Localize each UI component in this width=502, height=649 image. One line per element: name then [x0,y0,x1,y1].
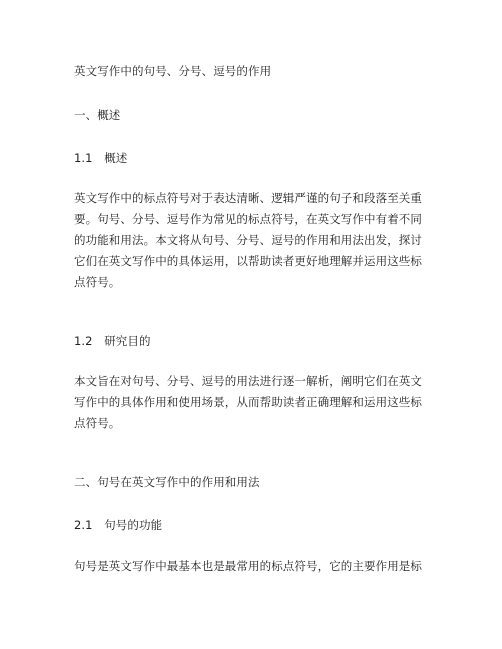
document-title: 英文写作中的句号、分号、逗号的作用 [74,64,272,78]
subsection-2-1-heading: 2.1 句号的功能 [74,518,163,532]
subsection-1-1-body: 英文写作中的标点符号对于表达清晰、逻辑严谨的句子和段落至关重要。句号、分号、逗号作为常见的标点符号，在英文写作中有着不同的功能和用法。本文将从句号、分号、逗号的作用和用法出发，探讨它们在英文写作中的具体运用，以帮助读者更好地理解并运用这些标点符号。 [74,191,422,289]
subsection-1-1-heading: 1.1 概述 [74,151,128,165]
subsection-2-1-body: 句号是英文写作中最基本也是最常用的标点符号，它的主要作用是标 [74,559,422,573]
section-2-heading: 二、句号在英文写作中的作用和用法 [74,475,260,489]
section-1-heading: 一、概述 [74,108,121,122]
subsection-1-2-heading: 1.2 研究目的 [74,334,151,348]
subsection-1-2-body: 本文旨在对句号、分号、逗号的用法进行逐一解析，阐明它们在英文写作中的具体作用和使用场景，从而帮助读者正确理解和运用这些标点符号。 [74,374,422,430]
